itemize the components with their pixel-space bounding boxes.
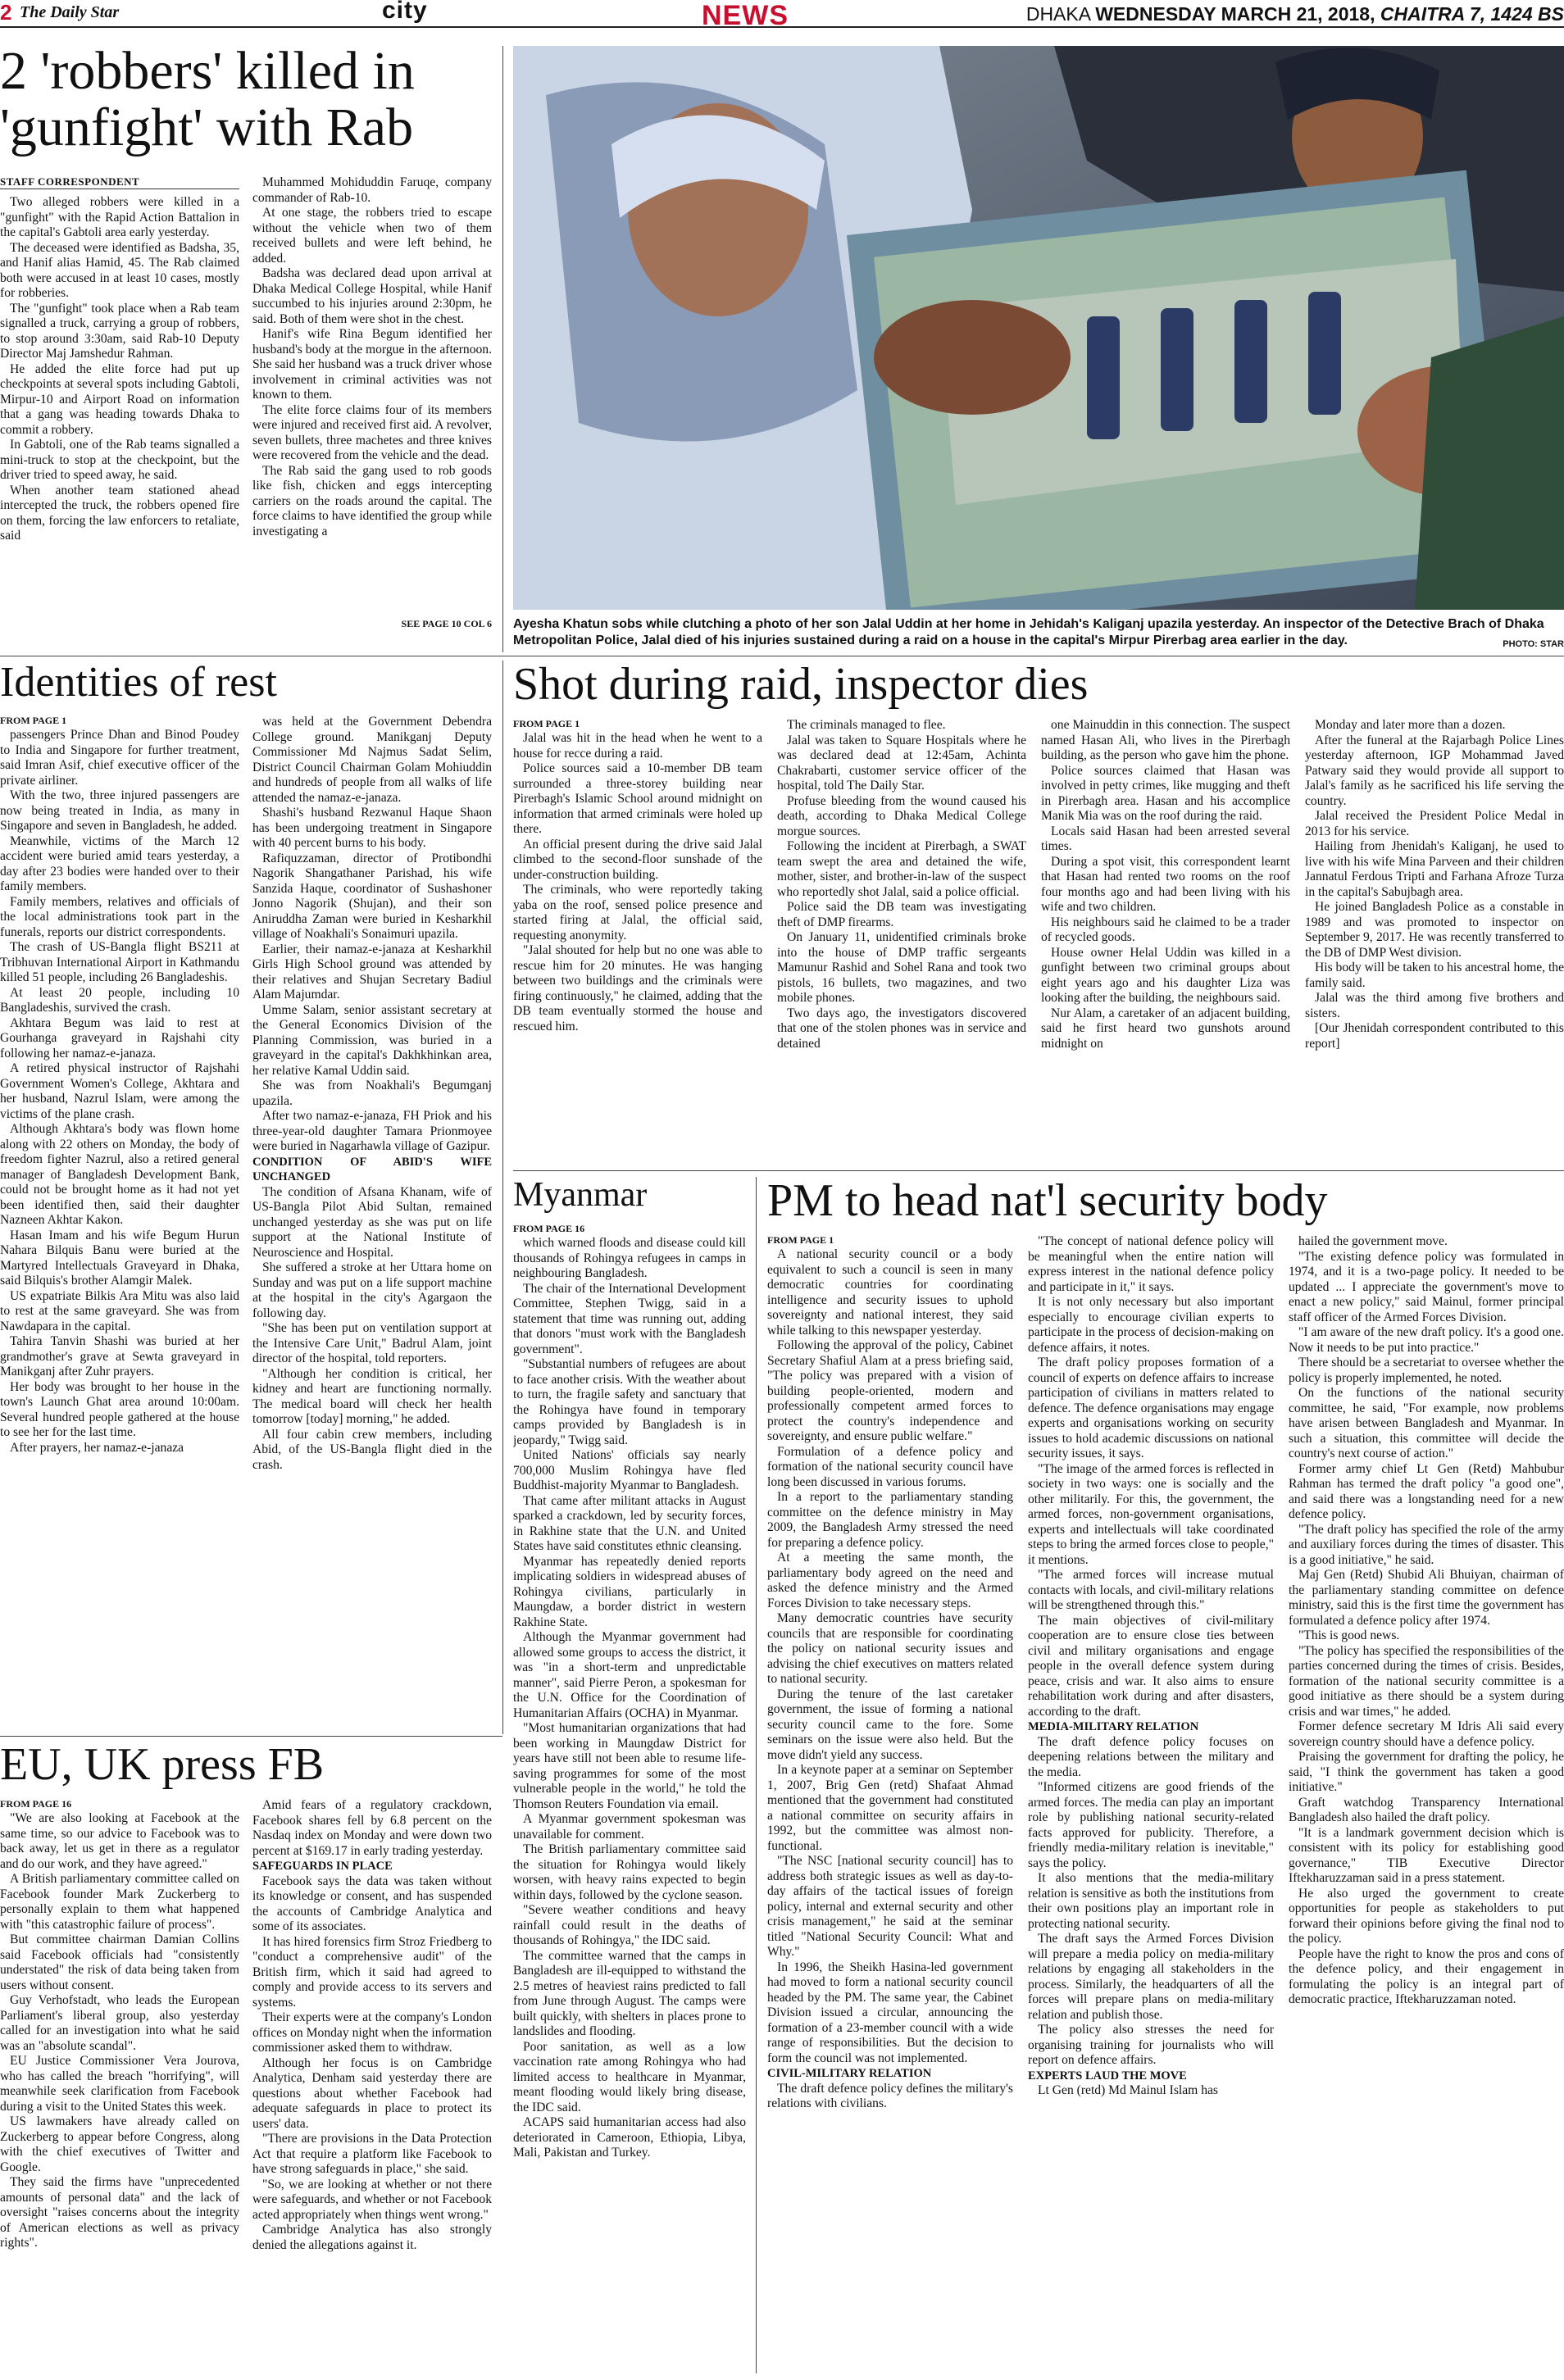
paragraph: An official present during the drive said Jalal climbed to the second-floor sunshade of the under-construction building. [513,837,762,882]
paragraph: Although the Myanmar government had allowed some groups to access the district, it was "in a short-term and unpredictable manner", said Pierre Peron, a spokesman for the U.N. Office for the Coordination of Humanitarian Affairs (OCHA) in Myanmar. [513,1630,746,1720]
page-number: 2 [0,0,12,25]
paragraph: United Nations' officials say nearly 700,000 Muslim Rohingya have fled Buddhist-majority Myanmar to Bangladesh. [513,1448,746,1492]
eu-subheading: SAFEGUARDS IN PLACE [252,1860,393,1873]
paragraph: At least 20 people, including 10 Bangladeshis, survived the crash. [0,985,239,1015]
paragraph: The crash of US-Bangla flight BS211 at Tribhuvan International Airport in Kathmandu killed 51 people, including 26 Bangladeshis. [0,940,239,984]
paragraph: Badsha was declared dead upon arrival at Dhaka Medical College Hospital, while Hanif succumbed to his injuries around 2:30pm, he said. Both of them were shot in the chest. [252,266,492,326]
paragraph: "Severe weather conditions and heavy rainfall could result in the deaths of thousands of Rohingya," the IDC said. [513,1903,746,1947]
paragraph: The elite force claims four of its members were injured and received first aid. A revolver, seven bullets, three machetes and three knives were recovered from the vehicle and the dead. [252,402,492,462]
section-rule [0,1736,502,1737]
paragraph: Former army chief Lt Gen (Retd) Mahbubur Rahman has termed the draft policy "a good one", and said there was a longstanding need for a new defence policy. [1289,1461,1564,1521]
paragraph: Akhtara Begum was laid to rest at Gourhanga graveyard in Rajshahi city following her namaz-e-janaza. [0,1015,239,1061]
paragraph: On January 11, unidentified criminals broke into the house of DMP traffic sergeants Mamunur Rashid and Sohel Rana and took two pistols, 16 bullets, two magazines, and two mobile phones. [777,930,1026,1005]
paragraph: "Informed citizens are good friends of the armed forces. The media can play an important role by publishing national security-related facts approved for publicity. Therefore, a friendly media-military relation is inevitable," says the policy. [1028,1780,1274,1870]
paragraph: Cambridge Analytica has also strongly denied the allegations against it. [252,2223,492,2252]
pm-col-1 [767,1247,1013,2373]
paragraph: "Although her condition is critical, her kidney and heart are functioning normally. The medical board will check her health tomorrow [today] morning," he added. [252,1366,492,1426]
paragraph: Former defence secretary M Idris Ali said every sovereign country should have a defence policy. [1289,1719,1564,1749]
paragraph: Earlier, their namaz-e-janaza at Kesharkhil Girls High School ground was attended by their relatives and Shujan Secretary Badiul Alam Majumdar. [252,942,492,1002]
paragraph: The draft defence policy focuses on deepening relations between the military and the media. [1028,1734,1274,1779]
paragraph: "The concept of national defence policy will be meaningful when the entire nation will express interest in the national defence policy and participate in it," it says. [1028,1234,1274,1294]
robbers-col-2 [252,175,492,616]
paragraph: "The armed forces will increase mutual contacts with locals, and civil-military relations will be strengthened through this." [1028,1568,1274,1612]
paragraph: A national security council or a body equivalent to such a council is seen in many democratic countries for coordinating intelligence and security issues to uphold sovereignty and national interest, they said while talking to this newspaper yesterday. [767,1247,1013,1338]
paragraph: "So, we are looking at whether or not there were safeguards, and whether or not Facebook acted appropriately when things went wrong." [252,2177,492,2222]
robbers-headline: 2 'robbers' killed in 'gunfight' with Rab [0,41,415,158]
paragraph: "The policy has specified the responsibilities of the parties concerned during the times of crisis. Besides, formation of the national security committee is a good initiative as there should be a system during crisis and war times," he added. [1289,1643,1564,1719]
paragraph: He added the elite force had put up checkpoints at several spots including Gabtoli, Mirpur-10 and Airport Road on information that a gang was heading towards Dhaka to commit a robbery. [0,361,239,437]
paragraph: It also mentions that the media-military relation is sensitive as both the institutions from their own positions play an important role in protecting national security. [1028,1871,1274,1931]
paragraph: passengers Prince Dhan and Binod Poudey to India and Singapore for further treatment, said Imran Asif, chief executive officer of the private airliner. [0,728,239,788]
paragraph: The condition of Afsana Khanam, wife of US-Bangla Pilot Abid Sultan, remained unchanged yesterday as she was put on life support at the National Institute of Neuroscience and Hospital. [252,1184,492,1260]
paragraph: Graft watchdog Transparency International Bangladesh also hailed the draft policy. [1289,1795,1564,1824]
paragraph: But committee chairman Damian Collins said Facebook officials had "consistently understated" the risk of data being taken from users without consent. [0,1933,239,1992]
paragraph: They said the firms have "unprecedented amounts of personal data" and the lack of oversight "raises concerns about the integrity of American elections as well as privacy rights". [0,2175,239,2250]
paragraph: Their experts were at the company's London offices on Monday night when the information commissioner asked them to withdraw. [252,2010,492,2055]
eu-from-page: FROM PAGE 16 [0,1798,72,1810]
paragraph: There should be a secretariat to oversee whether the policy is properly implemented, he noted. [1289,1356,1564,1385]
paragraph: His neighbours said he claimed to be a trader of recycled goods. [1041,915,1290,944]
paragraph: Poor sanitation, as well as a low vaccination rate among Rohingya who had limited access to healthcare in Myanmar, meant flooding would likely bring disease, the IDC said. [513,2039,746,2114]
paragraph: On the functions of the national security committee, he said, "For example, now problems have arisen between Bangladesh and Myanmar. In such a situation, this committee will decide the country's next course of action." [1289,1386,1564,1460]
paragraph: The policy also stresses the need for organising training for journalists who will report on defence affairs. [1028,2023,1274,2067]
paragraph: Praising the government for drafting the policy, he said, "I think the government has taken a good initiative." [1289,1750,1564,1794]
pm-subheading-3: EXPERTS LAUD THE MOVE [1028,2069,1187,2082]
paragraph: Following the incident at Pirerbagh, a SWAT team swept the area and detained the wife, mother, sister, and brother-in-law of the suspect who reportedly shot Jalal, said a police official. [777,839,1026,899]
paragraph: In a keynote paper at a seminar on September 1, 2007, Brig Gen (retd) Shafaat Ahmad mentioned that the government had constituted a national committee on security affairs in 1992, but the committee was almost non-functional. [767,1763,1013,1853]
paragraph: Police sources claimed that Hasan was involved in petty crimes, like mugging and theft in Pirerbagh area. Hasan and his accomplice Manik Mia was on the roof during the raid. [1041,763,1290,823]
paragraph: Facebook says the data was taken without its knowledge or consent, and has suspended the accounts of Cambridge Analytica and some of its associates. [252,1874,492,1933]
paragraph: The main objectives of civil-military cooperation are to ensure close ties between civil and military organisations and engage people in the overall defence system during peace, crisis and war. It also aims to ensure rehabilitation work during and after disasters, according to the draft. [1028,1613,1274,1719]
paragraph: US expatriate Bilkis Ara Mitu was also laid to rest at the same graveyard. She was from Nawdapara in the capital. [0,1288,239,1333]
paragraph: Many democratic countries have security councils that are responsible for coordinating the policy on national security issues and advising the chief executives on matters related to national security. [767,1611,1013,1686]
paragraph: Tahira Tanvin Shashi was buried at her grandmother's grave at Sewta graveyard in Manikganj after Zuhr prayers. [0,1334,239,1378]
pm-col-3 [1289,1234,1564,2373]
paragraph: The British parliamentary committee said the situation for Rohingya would likely worsen, with heavy rains expected to begin within days, followed by the cyclone season. [513,1842,746,1902]
paragraph: The Rab said the gang used to rob goods like fish, chicken and eggs intercepting carriers on the roads around the capital. The force claims to have identified the group while investigating a [252,463,492,538]
eu-headline: EU, UK press FB [0,1739,325,1790]
paragraph: She was from Noakhali's Begumganj upazila. [252,1079,492,1108]
paragraph: Formulation of a defence policy and formation of the national security council have long been discussed in various forums. [767,1444,1013,1489]
paragraph: Although Akhtara's body was flown home along with 22 others on Monday, the body of freedom fighter Nazrul, also a retired general manager of Bangladesh Development Bank, could not be brought home as it had not yet been identified then, said their daughter Nazneen Akhtar Kakon. [0,1122,239,1227]
photo-image [513,46,1564,610]
paragraph: "It is a landmark government decision which is consistent with its policy for establishing good governance," TIB Executive Director Iftekharuzzaman said in a press statement. [1289,1825,1564,1885]
paragraph: At a meeting the same month, the parliamentary body agreed on the need and asked the defence ministry and the Armed Forces Division to take necessary steps. [767,1551,1013,1610]
photo-caption: Ayesha Khatun sobs while clutching a photo of her son Jalal Uddin at her home in Jehidah's Kaliganj upazila yesterday. An inspector of the Detective Brach of Dhaka Metropolitan Police, Jalal died of his injuries sustained during a raid on a house in the capital's Mirpur Pirerbag area earlier in the day. PHOTO: STAR [513,616,1564,652]
paragraph: Police said the DB team was investigating theft of DMP firearms. [777,900,1026,929]
pm-headline: PM to head nat'l security body [767,1175,1328,1226]
paragraph: Muhammed Mohiduddin Faruqe, company commander of Rab-10. [252,175,492,205]
paragraph: "The existing defence policy was formulated in 1974, and it is a two-page policy. It needed to be updated ... I appreciate the government's move to enact a new policy," said Mainul, former principal staff officer of the Armed Forces Division. [1289,1249,1564,1324]
paragraph: Family members, relatives and officials of the local administrations took part in the funerals, reports our district correspondents. [0,894,239,939]
paragraph: In Gabtoli, one of the Rab teams signalled a mini-truck to stop at the checkpoint, but the driver tried to speed away, he said. [0,438,239,482]
paragraph: hailed the government move. [1298,1234,1448,1248]
shot-col-2 [777,718,1026,1157]
column-rule [502,46,503,652]
paragraph: In 1996, the Sheikh Hasina-led government had moved to form a national security council headed by the PM. The same year, the Cabinet Division issued a circular, announcing the formation of a 23-member council with a wide range of responsibilities. But the decision to form the council was not implemented. [767,1960,1013,2065]
paragraph: Umme Salam, senior assistant secretary at the General Economics Division of the Planning Commission, was buried in a graveyard in the capital's Dakhkhinkan area, her relative Kamal Uddin said. [252,1002,492,1078]
paragraph: That came after militant attacks in August sparked a crackdown, led by security forces, in Rakhine state that the U.N. and United States have said constitutes ethnic cleansing. [513,1493,746,1553]
paper-name: The Daily Star [20,3,120,21]
column-rule [502,661,503,1734]
paragraph: was held at the Government Debendra College ground. Manikganj Deputy Commissioner Md Najmus Sadat Selim, District Council Chairman Golam Mohiuddin and hundreds of people from all walks of life attended the namaz-e-janaza. [252,715,492,805]
paragraph: "Most humanitarian organizations that had been working in Maungdaw District for years have still not been able to resume life-saving programmes for some of the most vulnerable people in the world," he told the Thomson Reuters Foundation via email. [513,1721,746,1811]
paragraph: "The image of the armed forces is reflected in society in two ways: one is socially and the other militarily. For this, the government, the armed forces, non-government organisations, experts and intellectuals will take coordinated steps to bring the armed forces close to people," it mentions. [1028,1461,1274,1567]
paragraph: With the two, three injured passengers are now being treated in India, as many in Singapore and seven in Bangladesh, he added. [0,788,239,833]
section-name: city [382,0,428,24]
paragraph: Following the approval of the policy, Cabinet Secretary Shafiul Alam at a press briefing said, "The policy was prepared with a vision of building people-oriented, modern and professionally competent armed forces to protect the country's independence and sovereignty, and ensure public welfare." [767,1338,1013,1443]
paragraph: which warned floods and disease could kill thousands of Rohingya refugees in camps in neighbouring Bangladesh. [513,1236,746,1280]
pm-from-page: FROM PAGE 1 [767,1234,834,1246]
paragraph: She suffered a stroke at her Uttara home on Sunday and was put on a life support machine at the hospital in the city's Agargaon the following day. [252,1260,492,1320]
paragraph: Police sources said a 10-member DB team surrounded a three-storey building near Pirerbagh's Islamic School around midnight on information that armed criminals were holed up there. [513,761,762,836]
paragraph: "There are provisions in the Data Protection Act that require a platform like Facebook to have strong safeguards in place," she said. [252,2132,492,2176]
paragraph: Although her focus is on Cambridge Analytica, Denham said yesterday there are questions about whether Facebook had adequate safeguards in place to protect its users' data. [252,2055,492,2131]
paragraph: He also urged the government to create opportunities for people as stakeholders to put forward their opinions before giving the final nod to the policy. [1289,1886,1564,1946]
paragraph: It has hired forensics firm Stroz Friedberg to "conduct a comprehensive audit" of the British firm, which it said had agreed to comply and provide access to its servers and systems. [252,1934,492,2010]
paragraph: Jalal was the third among five brothers and sisters. [1305,991,1564,1020]
paragraph: "This is good news. [1298,1628,1400,1642]
paragraph: During the tenure of the last caretaker government, the issue of forming a national security council came to the fore. Some seminars on the issue were also held. But the move didn't yield any success. [767,1687,1013,1762]
eu-col-1 [0,1811,239,2373]
paragraph: Nur Alam, a caretaker of an adjacent building, said he first heard two gunshots around midnight on [1041,1006,1290,1051]
paragraph: Amid fears of a regulatory crackdown, Facebook shares fell by 6.8 percent on the Nasdaq index on Monday and were down two percent at $169.17 in early trading yesterday. [252,1798,492,1858]
paragraph: He joined Bangladesh Police as a constable in 1989 and was promoted to inspector on September 9, 2017. He was recently transferred to the DB of DMP West division. [1305,900,1564,960]
shot-from-page: FROM PAGE 1 [513,718,580,729]
paragraph: [Our Jhenidah correspondent contributed to this report] [1305,1021,1564,1051]
shot-headline: Shot during raid, inspector dies [513,659,1089,710]
paragraph: After two namaz-e-janaza, FH Priok and his three-year-old daughter Tamara Prionmoyee were buried in Nagarhawla village of Gazipur. [252,1109,492,1153]
photo-credit: PHOTO: STAR [1503,639,1564,649]
paragraph: Two days ago, the investigators discovered that one of the stolen phones was in service and detained [777,1006,1026,1051]
myanmar-col-1 [513,1236,746,2373]
paragraph: It is not only necessary but also important especially to encourage civilian experts to participate in the process of decision-making on defence affairs, it notes. [1028,1295,1274,1355]
paragraph: All four cabin crew members, including Abid, of the US-Bangla flight died in the crash. [252,1427,492,1472]
paragraph: EU Justice Commissioner Vera Jourova, who has called the breach "horrifying", will meanwhile seek clarification from Facebook during a visit to the United States this week. [0,2054,239,2114]
paragraph: People have the right to know the pros and cons of the defence policy, and their engagement in formulating the policy is an integral part of democratic practice, Iftekharuzzaman noted. [1289,1946,1564,2006]
paragraph: "Substantial numbers of refugees are about to face another crisis. With the weather about to turn, the fragile safety and sanctuary that the Rohingya have found in temporary camps provided by Bangladesh is in jeopardy," Twigg said. [513,1357,746,1447]
paragraph: When another team stationed ahead intercepted the truck, the robbers opened fire on them, forcing the law enforcers to retaliate, said [0,483,239,543]
story-photo [513,46,1564,610]
paragraph: Jalal received the President Police Medal in 2013 for his service. [1305,809,1564,838]
pm-subheading-2: MEDIA-MILITARY RELATION [1028,1720,1199,1733]
myanmar-headline: Myanmar [513,1176,648,1214]
identities-col-1 [0,728,239,1726]
paragraph: During a spot visit, this correspondent learnt that Hasan had rented two rooms on the roof four months ago and had been living with his wife and two children. [1041,854,1290,914]
masthead [0,0,1564,31]
identities-from-page: FROM PAGE 1 [0,715,67,726]
paragraph: The draft says the Armed Forces Division will prepare a media policy on media-military relations by engaging all stakeholders in the process. Similarly, the headquarters of all the forces will prepare plans on media-military relation and publish those. [1028,1932,1274,2022]
paragraph: Shashi's husband Rezwanul Haque Shaon has been undergoing treatment in Singapore with 40 percent burns to his body. [252,806,492,850]
paragraph: Profuse bleeding from the wound caused his death, according to Dhaka Medical College morgue sources. [777,793,1026,838]
paragraph: After prayers, her namaz-e-janaza [10,1440,184,1455]
paragraph: Jalal was hit in the head when he went to a house for recce during a raid. [513,731,762,761]
paragraph: At one stage, the robbers tried to escape without the vehicle when two of them received bullets and were left behind, he added. [252,206,492,266]
shot-col-3 [1041,718,1290,1157]
paragraph: The criminals, who were reportedly taking yaba on the roof, sensed police presence and started firing at Jalal, the official said, requesting anonymity. [513,883,762,942]
myanmar-from-page: FROM PAGE 16 [513,1223,585,1234]
paragraph: The deceased were identified as Badsha, 35, and Hanif alias Hamid, 45. The Rab claimed both were accused in at least 10 cases, mostly for robberies. [0,240,239,300]
identities-col-2 [252,715,492,1728]
paragraph: "She has been put on ventilation support at the Intensive Care Unit," Badrul Alam, joint director of the hospital, told reporters. [252,1321,492,1365]
paragraph: Guy Verhofstadt, who leads the European Parliament's liberal group, also yesterday called for an investigation into what he said was an "absolute scandal". [0,1993,239,2053]
paragraph: Hasan Imam and his wife Begum Hurun Nahara Bilquis Banu were buried at the Martyred Intellectuals Graveyard in Dhaka, said Bilquis's brother Alamgir Malek. [0,1228,239,1288]
category-label: NEWS [702,0,789,31]
paragraph: "We are also looking at Facebook at the same time, so our advice to Facebook was to back away, let us get in there as a regulator and do our work, and they have agreed." [0,1811,239,1871]
paragraph: The criminals managed to flee. [787,718,946,732]
paragraph: Rafiquzzaman, director of Protibondhi Nagorik Shangathaner Parishad, his wife Sanzida Haque, coordinator of Sushashoner Jonno Nagorik (Shujan), and their son Aniruddha Zaman were buried in Kesharkhil village of Noakhali's Sonaimuri upazila. [252,851,492,941]
paragraph: "The draft policy has specified the role of the army and auxiliary forces during the times of disaster. This is a good initiative," he said. [1289,1522,1564,1567]
robbers-col-1 [0,195,239,628]
pm-subheading-1: CIVIL-MILITARY RELATION [767,2067,932,2080]
paragraph: In a report to the parliamentary standing committee on the defence ministry in May 2009, the Bangladesh Army stressed the need for preparing a defence policy. [767,1490,1013,1550]
paragraph: Maj Gen (Retd) Shubid Ali Bhuiyan, chairman of the parliamentary standing committee on defence ministry, said this is the first time the government has formulated a defence policy after 1974. [1289,1568,1564,1628]
paragraph: The chair of the International Development Committee, Stephen Twigg, said in a statement that time was running out, adding that donors "must work with the Bangladesh government". [513,1281,746,1356]
paragraph: The "gunfight" took place when a Rab team signalled a truck, carrying a group of robbers, to stop around 3:30am, said Rab-10 Deputy Director Maj Jamshedur Rahman. [0,301,239,361]
paragraph: The draft policy proposes formation of a council of experts on defence affairs to increase participation of civilians in matters related to defence. The defence organisations may engage experts and organisations working on security issues to hold academic discussions on national security issues, it says. [1028,1356,1274,1460]
paragraph: Her body was brought to her house in the town's Launch Ghat area around 10:00am. Several hundred people gathered at the house to see her for the last time. [0,1379,239,1439]
paragraph: A British parliamentary committee called on Facebook founder Mark Zuckerberg to personally explain to them what happened with "this catastrophic failure of process". [0,1872,239,1932]
pm-col-2 [1028,1234,1274,2373]
paragraph: His body will be taken to his ancestral home, the family said. [1305,961,1564,990]
paragraph: "I am aware of the new draft policy. It's a good one. Now it needs to be put into practice." [1289,1325,1564,1355]
paragraph: ACAPS said humanitarian access had also deteriorated in Cameroon, Ethiopia, Libya, Mali, Pakistan and Turkey. [513,2115,746,2160]
paragraph: Jalal was taken to Square Hospitals where he was declared dead at 12:45am, Achinta Chakrabarti, customer service officer of the hospital, told The Daily Star. [777,733,1026,793]
robbers-jump: SEE PAGE 10 COL 6 [401,618,492,629]
paragraph: Meanwhile, victims of the March 12 accident were buried amid tears yesterday, a day after 23 bodies were handed over to their family members. [0,833,239,893]
paragraph: Myanmar has repeatedly denied reports implicating soldiers in widespread abuses of Rohingya civilians, particularly in Maungdaw, a border district in western Rakhine State. [513,1554,746,1629]
paragraph: House owner Helal Uddin was killed in a gunfight between two criminal groups about eight years ago and his daughter Liza was looking after the building, the neighbours said. [1041,945,1290,1005]
issue-date: DHAKA WEDNESDAY MARCH 21, 2018, CHAITRA 7, 1424 BS [1025,3,1564,25]
paragraph: Hailing from Jhenidah's Kaliganj, he used to live with his wife Mina Parveen and their children Jannatul Ferdous Tripti and Farhana Afroze Turza in the capital's Sabujbagh area. [1305,839,1564,899]
paragraph: The draft defence policy defines the military's relations with civilians. [767,2081,1013,2110]
eu-col-2 [252,1798,492,2373]
paragraph: "The NSC [national security council] has to address both strategic issues as well as day-to-day affairs of the tactical issues of foreign policy, internal and external security and other crisis management," he said at the seminar titled "National Security Council: What and Why." [767,1854,1013,1959]
section-rule [513,1170,1564,1171]
paragraph: Two alleged robbers were killed in a "gunfight" with the Rapid Action Battalion in the capital's Gabtoli area early yesterday. [0,195,239,239]
paragraph: A retired physical instructor of Rajshahi Government Women's College, Akhtara and her husband, Nazrul Islam, were among the victims of the plane crash. [0,1061,239,1121]
paragraph: Monday and later more than a dozen. [1315,718,1506,732]
identities-headline: Identities of rest [0,659,277,706]
paragraph: US lawmakers have already called on Zuckerberg to appear before Congress, along with the chief executives of Twitter and Google. [0,2114,239,2174]
paragraph: one Mainuddin in this connection. The suspect named Hasan Ali, who lives in the Pirerbagh building, as the person who gave him the phone. [1041,718,1290,762]
paragraph: Locals said Hasan had been arrested several times. [1041,824,1290,853]
identities-subheading: CONDITION OF ABID'S WIFE UNCHANGED [252,1155,492,1183]
paragraph: After the funeral at the Rajarbagh Police Lines yesterday afternoon, IGP Mohammad Javed Patwary said they would provide all support to Jalal's family as he sacrificed his life serving the country. [1305,733,1564,808]
shot-col-1 [513,731,762,1157]
paragraph: The committee warned that the camps in Bangladesh are ill-equipped to withstand the 2.5 metres of heaviest rains predicted to fall from June through August. The camps were built quickly, with shelters in places prone to landslides and flooding. [513,1948,746,2038]
paragraph: Hanif's wife Rina Begum identified her husband's body at the morgue in the afternoon. She said her husband was a truck driver whose involvement in criminal activities was not known to them. [252,327,492,402]
column-rule [756,1177,757,2373]
robbers-byline: STAFF CORRESPONDENT [0,175,239,189]
paragraph: A Myanmar government spokesman was unavailable for comment. [513,1812,746,1842]
shot-col-4 [1305,718,1564,1157]
paragraph: Lt Gen (retd) Md Mainul Islam has [1038,2083,1218,2097]
paragraph: "Jalal shouted for help but no one was able to rescue him for 20 minutes. He was hanging between two buildings and the criminals were firing continuously," he claimed, adding that the DB team eventually stormed the house and rescued him. [513,943,762,1033]
